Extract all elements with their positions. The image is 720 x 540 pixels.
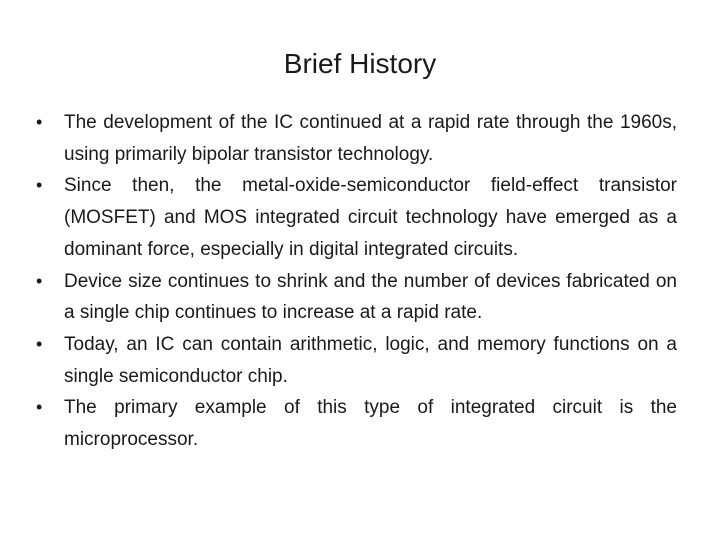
- bullet-text: The primary example of this type of integrated circuit is the microprocessor.: [64, 397, 677, 451]
- bullet-text: Device size continues to shrink and the number of devices fabricated on a single chip continues to increase at a rapid rate.: [64, 270, 677, 324]
- bullet-icon: •: [36, 333, 43, 354]
- bullet-item: [36, 392, 677, 455]
- bullet-item: [36, 170, 677, 265]
- bullet-item: [36, 107, 677, 170]
- bullet-text: Today, an IC can contain arithmetic, logic, and memory functions on a single semiconductor chip.: [64, 333, 677, 387]
- bullet-icon: •: [36, 397, 43, 418]
- bullet-text: The development of the IC continued at a rapid rate through the 1960s, using primarily bipolar transistor technology.: [64, 112, 677, 165]
- bullet-icon: •: [36, 270, 43, 291]
- bullet-icon: •: [36, 112, 43, 132]
- bullet-icon: •: [36, 175, 43, 196]
- bullet-item: [36, 329, 677, 392]
- bullet-list: [36, 107, 677, 456]
- bullet-item: [36, 266, 677, 329]
- slide-title: Brief History: [283, 48, 437, 79]
- bullet-text: Since then, the metal-oxide-semiconductor field-effect transistor (MOSFET) and MOS integrated circuit technology have emerged as a dominant force, especially in digital integrated circuits.: [64, 175, 677, 260]
